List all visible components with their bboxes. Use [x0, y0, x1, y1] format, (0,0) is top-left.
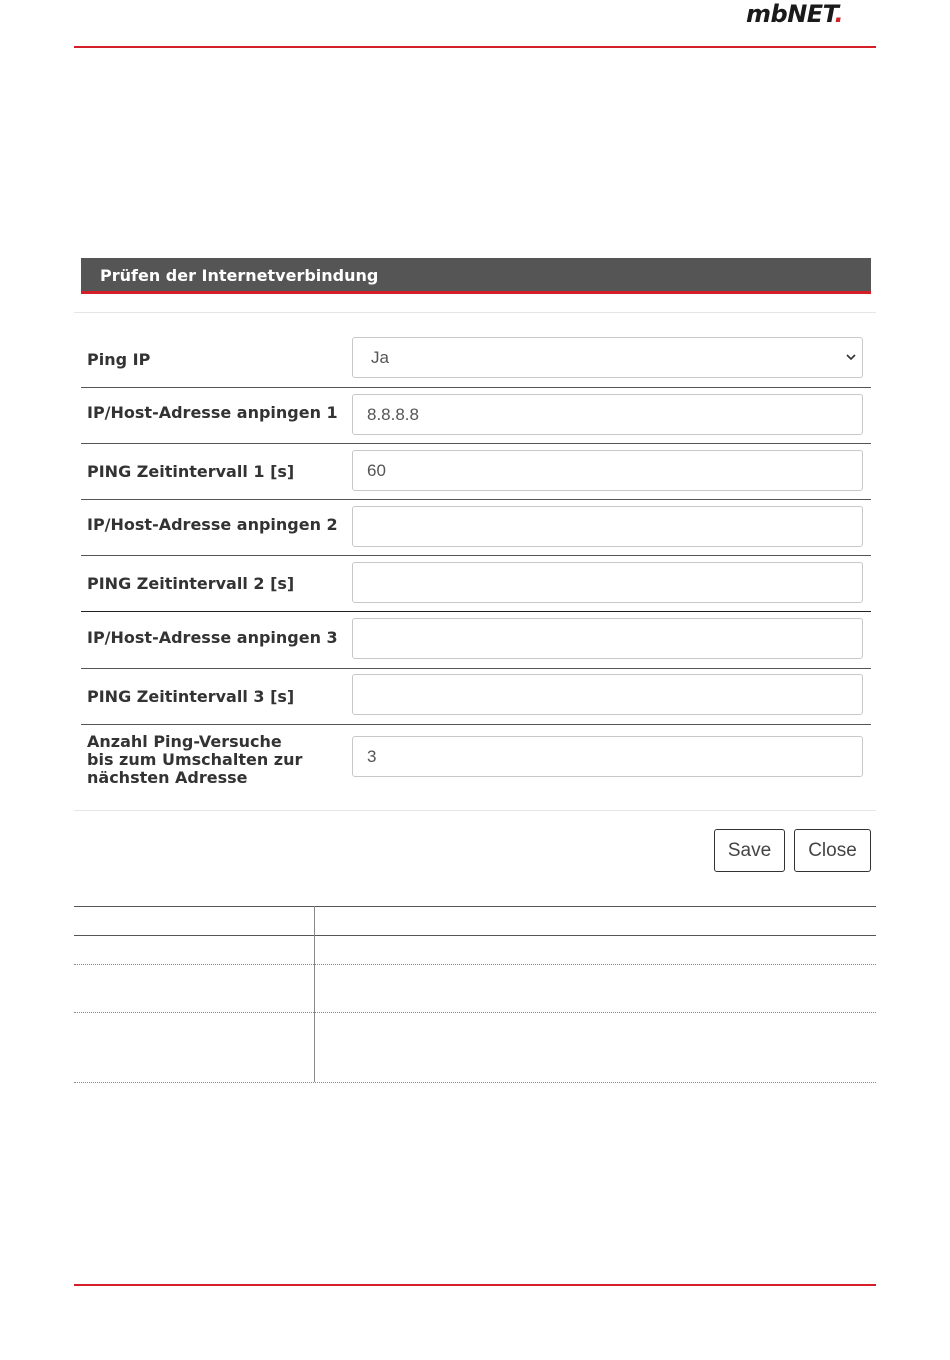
close-button[interactable]: Close: [794, 829, 871, 872]
ping-attempts-input[interactable]: 3: [352, 736, 863, 777]
ping-ip-label: Ping IP: [87, 350, 151, 369]
form-row-ping-ip: [81, 334, 871, 388]
table-header-border: [74, 935, 876, 936]
form-row-host-1: [81, 387, 871, 444]
chevron-down-icon: [846, 352, 856, 362]
table-bottom-border: [74, 1082, 876, 1083]
footer-rule: [74, 1284, 876, 1286]
interval-1-input[interactable]: 60: [352, 450, 863, 491]
ping-attempts-label-line-3: nächsten Adresse: [87, 768, 248, 787]
form-row-ping-attempts: [81, 724, 871, 794]
host-2-input[interactable]: [352, 506, 863, 547]
table-row-divider: [74, 1012, 876, 1013]
interval-2-label: PING Zeitintervall 2 [s]: [87, 574, 295, 593]
ping-ip-select-value: Ja: [371, 348, 389, 367]
table-top-border: [74, 906, 876, 907]
ping-attempts-label: [87, 733, 302, 787]
form-row-interval-2: [81, 555, 871, 612]
ping-attempts-label-line-2: bis zum Umschalten zur: [87, 750, 303, 769]
mbnet-logo: mbNET.: [746, 0, 844, 28]
table-column-divider: [314, 906, 315, 1082]
host-3-label: IP/Host-Adresse anpingen 3: [87, 628, 338, 647]
form-row-host-2: [81, 499, 871, 556]
form-row-interval-1: [81, 443, 871, 500]
form-top-separator: [74, 312, 876, 313]
interval-3-input[interactable]: [352, 674, 863, 715]
table-row-divider: [74, 964, 876, 965]
ping-attempts-label-line-1: Anzahl Ping-Versuche: [87, 732, 282, 751]
host-2-label: IP/Host-Adresse anpingen 2: [87, 515, 338, 534]
host-1-label: IP/Host-Adresse anpingen 1: [87, 403, 338, 422]
ping-ip-select[interactable]: [352, 337, 863, 378]
header-rule: [74, 46, 876, 48]
panel-title: Prüfen der Internetverbindung: [100, 266, 379, 285]
form-row-interval-3: [81, 668, 871, 725]
form-row-host-3: [81, 611, 871, 669]
panel-header: [81, 258, 871, 294]
interval-3-label: PING Zeitintervall 3 [s]: [87, 687, 295, 706]
form-bottom-separator: [74, 810, 876, 811]
host-1-input[interactable]: 8.8.8.8: [352, 394, 863, 435]
interval-1-label: PING Zeitintervall 1 [s]: [87, 462, 295, 481]
host-3-input[interactable]: [352, 618, 863, 659]
save-button[interactable]: Save: [714, 829, 785, 872]
interval-2-input[interactable]: [352, 562, 863, 603]
